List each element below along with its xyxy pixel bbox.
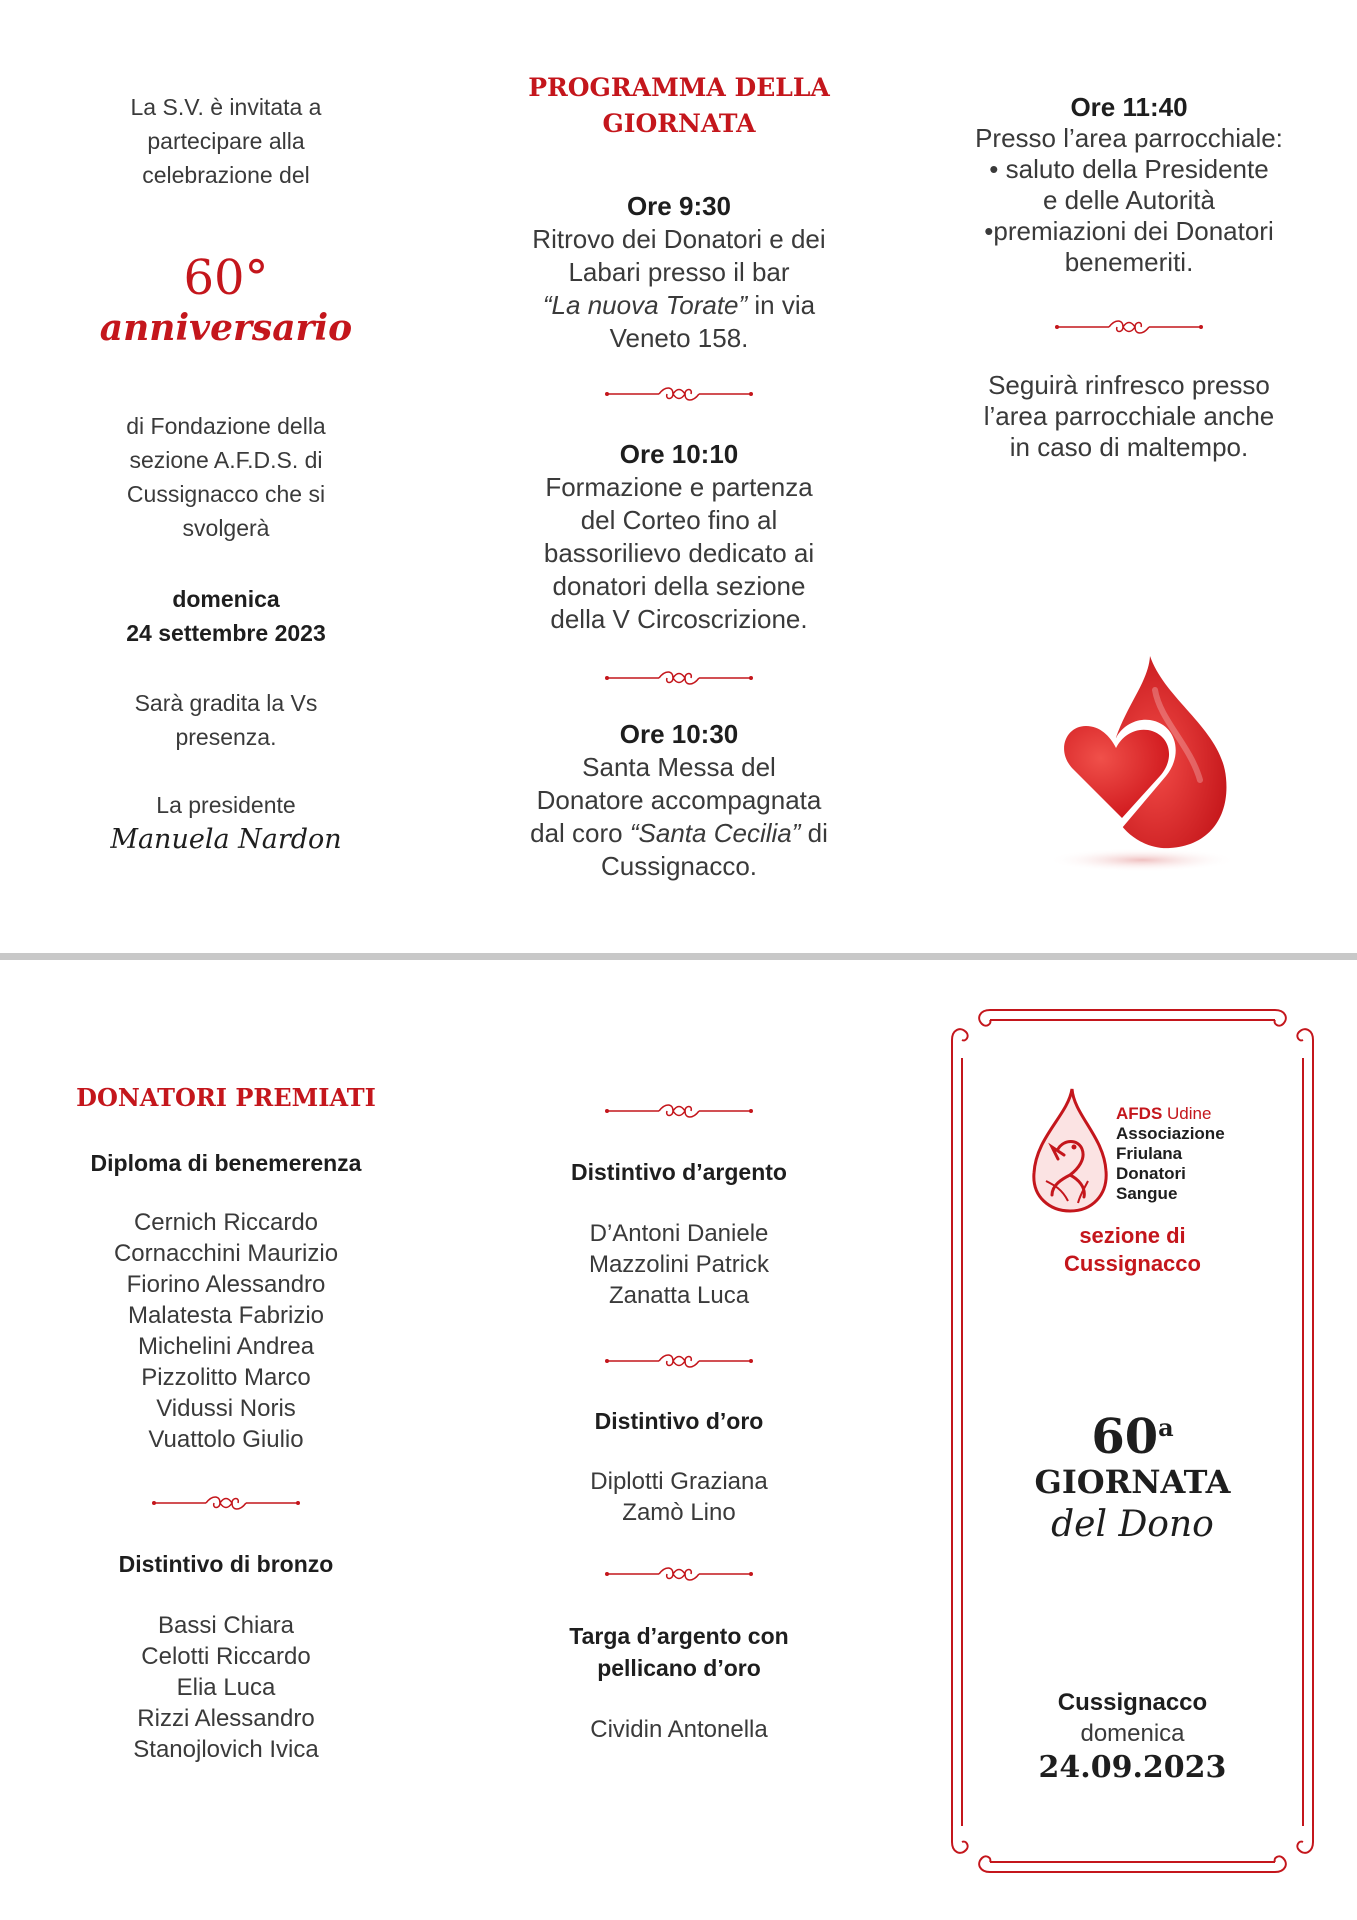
cover-del-dono: del Dono: [1051, 1504, 1214, 1545]
ornament-divider-icon: [603, 1351, 755, 1371]
logo-udine: Udine: [1162, 1104, 1212, 1123]
event-line: •premiazioni dei Donatori: [984, 216, 1274, 246]
foundation-line: sezione A.F.D.S. di: [129, 447, 323, 473]
intro-line: La S.V. è invitata a: [130, 94, 322, 120]
event-line-choir: [520, 817, 838, 850]
president-label: La presidente: [156, 792, 296, 818]
event-1010: [520, 438, 838, 636]
panel-invitation: [90, 90, 362, 192]
program-title: [520, 70, 838, 142]
silver-title: Distintivo d’argento: [571, 1159, 787, 1185]
donor-name: Rizzi Alessandro: [137, 1705, 315, 1732]
donor-name: Cernich Riccardo: [133, 1209, 319, 1236]
silver-names: [520, 1218, 838, 1311]
donor-name: Zamò Lino: [622, 1499, 736, 1526]
donor-name: Cividin Antonella: [590, 1716, 768, 1743]
donor-name: Celotti Riccardo: [141, 1643, 311, 1670]
event-line-venue: [520, 289, 838, 322]
event-line: donatori della sezione: [552, 571, 806, 601]
ornament-divider-icon: [603, 668, 755, 688]
intro-line: partecipare alla: [147, 128, 305, 154]
cover-day: domenica: [1080, 1720, 1185, 1747]
donor-name: Mazzolini Patrick: [588, 1251, 770, 1278]
event-1140: [970, 92, 1288, 278]
venue-suffix: in via: [747, 290, 816, 320]
section-line: Cussignacco: [1064, 1251, 1201, 1276]
bronze-names: [70, 1610, 382, 1765]
donor-name: Zanatta Luca: [608, 1282, 750, 1309]
refreshment-text: [970, 370, 1288, 463]
refreshment-line: l’area parrocchiale anche: [983, 401, 1275, 431]
date-weekday: domenica: [172, 586, 280, 612]
blood-drop-heart-icon: [1030, 650, 1250, 880]
diploma-names: [70, 1207, 382, 1455]
cover-number-value: 60: [1091, 1409, 1159, 1465]
ornament-divider-icon: [150, 1493, 302, 1513]
gold-title: Distintivo d’oro: [594, 1408, 764, 1434]
donor-name: Malatesta Fabrizio: [127, 1302, 325, 1329]
plaque-title-line: pellicano d’oro: [597, 1655, 761, 1681]
donor-name: Diplotti Graziana: [590, 1468, 768, 1495]
awarded-donors-title: DONATORI PREMIATI: [76, 1083, 376, 1112]
intro-line: celebrazione del: [142, 162, 310, 188]
president-signature: Manuela Nardon: [110, 824, 342, 855]
choir-prefix: dal coro: [530, 818, 630, 848]
event-line: Veneto 158.: [609, 323, 749, 353]
ornament-divider-icon: [603, 1564, 755, 1584]
donor-name: Cornacchini Maurizio: [113, 1240, 339, 1267]
logo-line-afds: [1116, 1104, 1266, 1124]
event-line: del Corteo fino al: [580, 505, 778, 535]
refreshment-line: in caso di maltempo.: [1009, 432, 1249, 462]
cover-giornata: GIORNATA: [1034, 1463, 1231, 1501]
logo-line: Associazione: [1116, 1124, 1225, 1143]
foundation-text: [90, 409, 362, 545]
ornament-divider-icon: [603, 1101, 755, 1121]
donor-name: D’Antoni Daniele: [589, 1220, 769, 1247]
foundation-line: svolgerà: [182, 515, 270, 541]
donor-name: Vidussi Noris: [156, 1395, 296, 1422]
gold-names: [520, 1466, 838, 1528]
bronze-title: Distintivo di bronzo: [118, 1551, 334, 1577]
logo-line: Friulana: [1116, 1144, 1183, 1163]
plaque-names: [520, 1714, 838, 1745]
event-line: • saluto della Presidente: [989, 154, 1269, 184]
presence-line: presenza.: [175, 724, 277, 750]
event-line: benemeriti.: [1064, 247, 1194, 277]
presence-text: [90, 686, 362, 754]
fold-divider: [0, 953, 1357, 960]
logo-line: Sangue: [1116, 1184, 1178, 1203]
donor-name: Bassi Chiara: [157, 1612, 295, 1639]
choir-suffix: di: [800, 818, 828, 848]
donor-name: Michelini Andrea: [137, 1333, 315, 1360]
plaque-title: [520, 1620, 838, 1684]
logo-afds: AFDS: [1116, 1104, 1163, 1123]
donor-name: Fiorino Alessandro: [126, 1271, 326, 1298]
date-full: 24 settembre 2023: [126, 620, 326, 646]
cover-date: 24.09.2023: [1038, 1750, 1227, 1785]
section-line: sezione di: [1079, 1223, 1186, 1248]
donor-name: Vuattolo Giulio: [148, 1426, 304, 1453]
ornament-divider-icon: [1053, 317, 1205, 337]
event-line: Santa Messa del: [582, 752, 776, 782]
cover-place: Cussignacco: [1057, 1689, 1208, 1716]
anniversary-word: anniversario: [99, 307, 353, 349]
choir-name: “Santa Cecilia”: [629, 818, 801, 848]
cover-number: [950, 1400, 1315, 1465]
event-time: Ore 11:40: [1070, 92, 1188, 122]
event-line: Formazione e partenza: [545, 472, 813, 502]
foundation-line: di Fondazione della: [126, 413, 326, 439]
section-name: [950, 1222, 1315, 1278]
venue-name: “La nuova Torate”: [542, 290, 748, 320]
event-line: Presso l’area parrocchiale:: [975, 123, 1283, 153]
logo-text: [1116, 1104, 1266, 1204]
event-line: Ritrovo dei Donatori e dei: [532, 224, 826, 254]
anniversary-number: 60°: [183, 250, 269, 306]
logo-line: Donatori: [1116, 1164, 1186, 1183]
ornament-divider-icon: [603, 384, 755, 404]
event-line: bassorilievo dedicato ai: [543, 538, 815, 568]
plaque-title-line: Targa d’argento con: [569, 1623, 789, 1649]
afds-pelican-drop-logo-icon: [1028, 1085, 1112, 1215]
event-line: Cussignacco.: [600, 851, 758, 881]
event-time: Ore 9:30: [626, 191, 732, 221]
foundation-line: Cussignacco che si: [126, 481, 326, 507]
event-1030: [520, 718, 838, 883]
donor-name: Stanojlovich Ivica: [133, 1736, 319, 1763]
event-930: [520, 190, 838, 355]
cover-number-suffix: a: [1158, 1413, 1174, 1442]
event-date: [90, 582, 362, 650]
event-time: Ore 10:10: [619, 439, 739, 469]
event-line: Donatore accompagnata: [536, 785, 822, 815]
presence-line: Sarà gradita la Vs: [134, 690, 318, 716]
event-line: e delle Autorità: [1042, 185, 1215, 215]
refreshment-line: Seguirà rinfresco presso: [988, 370, 1270, 400]
diploma-title: Diploma di benemerenza: [90, 1150, 362, 1176]
program-title-line: PROGRAMMA DELLA: [528, 73, 830, 102]
event-time: Ore 10:30: [619, 719, 739, 749]
donor-name: Elia Luca: [176, 1674, 276, 1701]
program-title-line: GIORNATA: [602, 109, 756, 138]
event-line: della V Circoscrizione.: [550, 604, 808, 634]
event-line: Labari presso il bar: [568, 257, 790, 287]
donor-name: Pizzolitto Marco: [141, 1364, 311, 1391]
